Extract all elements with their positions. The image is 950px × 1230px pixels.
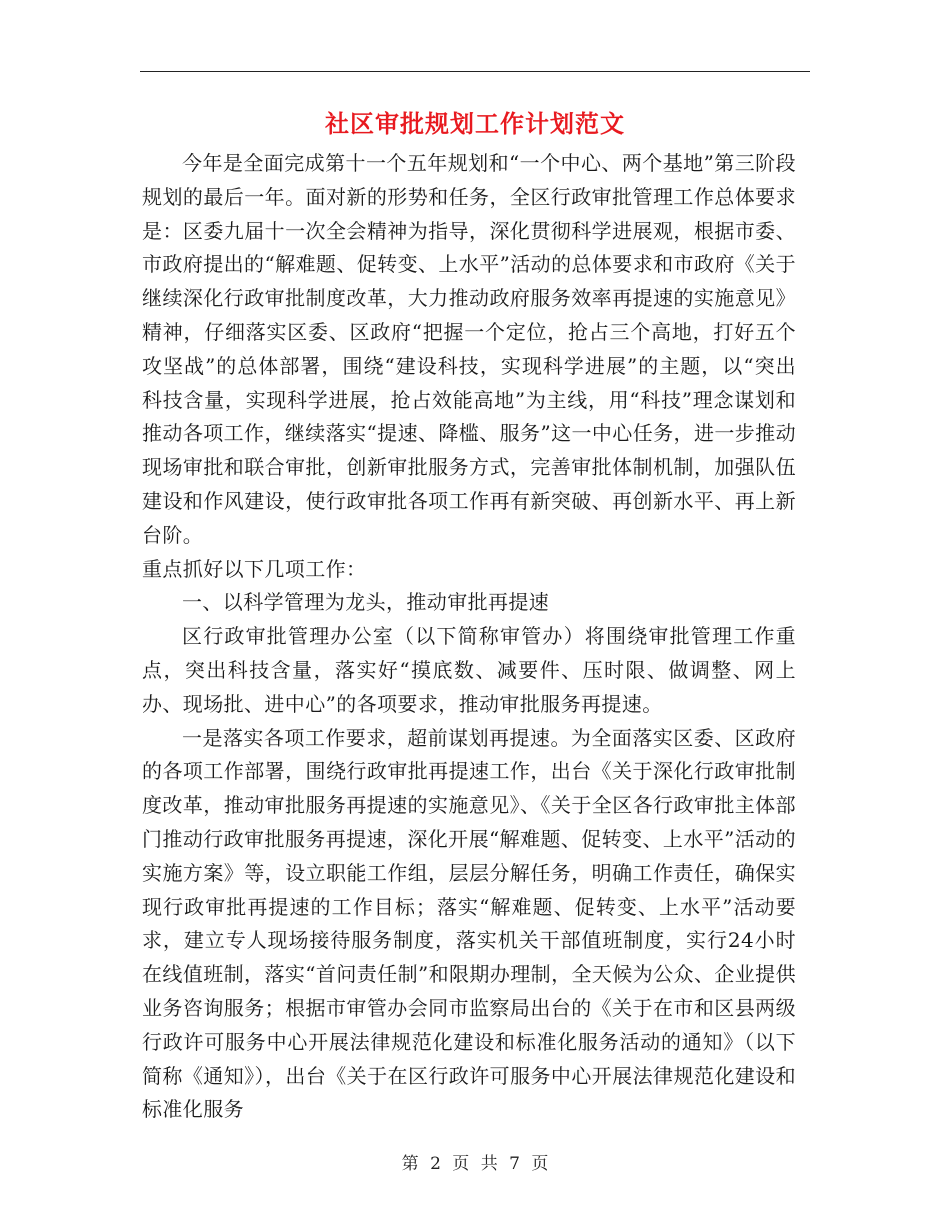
document-body xyxy=(142,147,796,1127)
footer-label-di: 第 xyxy=(401,1154,419,1174)
paragraph-section-1: 区行政审批管理办公室（以下简称审管办）将围绕审批管理工作重点，突出科技含量，落实好“摸底数、减要件、压时限、做调整、网上办、现场批、进中心”的各项要求，推动审批服务再提速。 xyxy=(142,624,796,716)
footer-label-gong: 共 xyxy=(480,1154,498,1174)
footer-page-current: 2 xyxy=(430,1154,441,1174)
section-heading-1: 一、以科学管理为龙头，推动审批再提速 xyxy=(182,590,550,615)
paragraph-key-points: 重点抓好以下几项工作： xyxy=(142,556,367,581)
paragraph-intro: 今年是全面完成第十一个五年规划和“一个中心、两个基地”第三阶段规划的最后一年。面对新的形势和任务，全区行政审批管理工作总体要求是：区委九届十一次全会精神为指导，深化贯彻科学进展观，根据市委、市政府提出的“解难题、促转变、上水平”活动的总体要求和市政府《关于继续深化行政审批制度改革，大力推动政府服务效率再提速的实施意见》精神，仔细落实区委、区政府“把握一个定位，抢占三个高地，打好五个攻坚战”的总体部署，围绕“建设科技，实现科学进展”的主题，以“突出科技含量，实现科学进展，抢占效能高地”为主线，用“科技”理念谋划和推动各项工作，继续落实“提速、降槛、服务”这一中心任务，进一步推动现场审批和联合审批，创新审批服务方式，完善审批体制机制，加强队伍建设和作风建设，使行政审批各项工作再有新突破、再创新水平、再上新台阶。 xyxy=(142,151,796,547)
header-rule xyxy=(140,71,810,72)
footer-page-total: 7 xyxy=(509,1154,520,1174)
footer-label-ye: 页 xyxy=(452,1154,470,1174)
document-title: 社区审批规划工作计划范文 xyxy=(325,109,625,138)
page-footer xyxy=(140,1152,810,1176)
footer-label-ye2: 页 xyxy=(531,1154,549,1174)
paragraph-item-1: 一是落实各项工作要求，超前谋划再提速。为全面落实区委、区政府的各项工作部署，围绕行政审批再提速工作，出台《关于深化行政审批制度改革，推动审批服务再提速的实施意见》、《关于全区各行政审批主体部门推动行政审批服务再提速，深化开展“解难题、促转变、上水平”活动的实施方案》等，设立职能工作组，层层分解任务，明确工作责任，确保实现行政审批再提速的工作目标；落实“解难题、促转变、上水平”活动要求，建立专人现场接待服务制度，落实机关干部值班制度，实行24小时在线值班制，落实“首问责任制”和限期办理制，全天候为公众、企业提供业务咨询服务；根据市审管办会同市监察局出台的《关于在市和区县两级行政许可服务中心开展法律规范化建设和标准化服务活动的通知》（以下简称《通知》），出台《关于在区行政许可服务中心开展法律规范化建设和标准化服务 xyxy=(142,725,796,1122)
